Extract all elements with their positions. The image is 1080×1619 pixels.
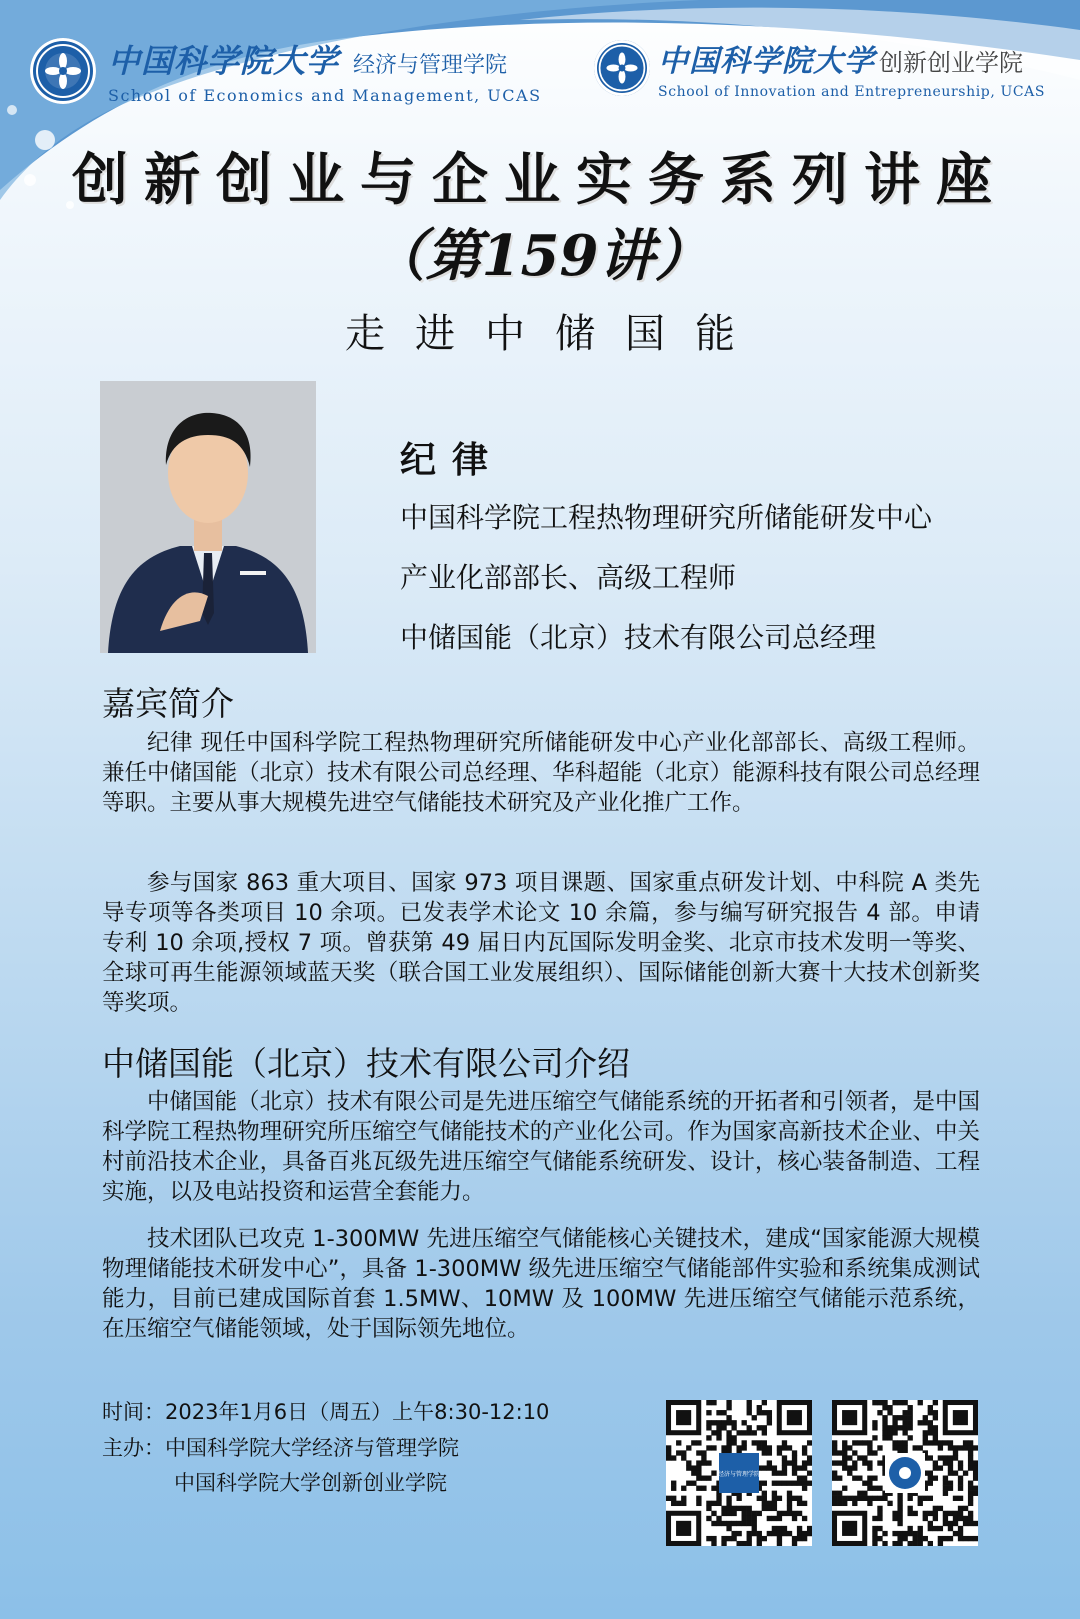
speaker-title-line: 中国科学院工程热物理研究所储能研发中心 xyxy=(400,501,933,534)
logo-right-sub: 创新创业学院 xyxy=(879,49,1023,77)
company-heading: 中储国能（北京）技术有限公司介绍 xyxy=(102,1044,630,1083)
speaker-name: 纪律 xyxy=(400,440,505,481)
event-time xyxy=(102,1396,549,1426)
lecture-topic: 走进中储国能 xyxy=(345,311,765,357)
speaker-title-line: 中储国能（北京）技术有限公司总经理 xyxy=(400,621,877,654)
event-host-label: 主办： xyxy=(102,1436,165,1460)
qr-code-right[interactable] xyxy=(832,1400,978,1546)
qr-code-icon xyxy=(666,1400,812,1546)
event-host-name: 中国科学院大学经济与管理学院 xyxy=(165,1436,459,1460)
bio-paragraph: 参与国家 863 重大项目、国家 973 项目课题、国家重点研发计划、中科院 A 类先导专项等各类项目 10 余项。已发表学术论文 10 余篇，参与编写研究报告 4 部。申请专利 10 余项,授权 7 项。曾获第 49 届日内瓦国际发明金奖、北京市技术发明一等奖、全球可再生能源领域蓝天奖（联合国工业发展组织）、国际储能创新大赛十大技术创新奖等奖项。 xyxy=(102,870,980,1016)
logo-innovation-entrepreneurship xyxy=(594,36,1045,100)
bio-heading: 嘉宾简介 xyxy=(102,684,234,723)
logo-economics-management xyxy=(30,36,542,105)
series-title: 创新创业与企业实务系列讲座 xyxy=(72,147,1008,213)
qr-center-label: 经济与管理学院 xyxy=(717,1471,761,1478)
logo-left-cn: 中国科学院大学 xyxy=(108,42,340,80)
company-paragraph: 中储国能（北京）技术有限公司是先进压缩空气储能系统的开拓者和引领者，是中国科学院工程热物理研究所压缩空气储能技术的产业化公司。作为国家高新技术企业、中关村前沿技术企业，具备百兆瓦级先进压缩空气储能系统研发、设计，核心装备制造、工程实施，以及电站投资和运营全套能力。 xyxy=(102,1089,980,1205)
speaker-photo xyxy=(100,381,316,653)
bio-paragraph: 纪律 现任中国科学院工程热物理研究所储能研发中心产业化部部长、高级工程师。兼任中储国能（北京）技术有限公司总经理、华科超能（北京）能源科技有限公司总经理等职。主要从事大规模先进空气储能技术研究及产业化推广工作。 xyxy=(102,730,980,816)
logo-right-cn: 中国科学院大学 xyxy=(658,44,875,79)
logo-left-en: School of Economics and Management, UCAS xyxy=(108,86,542,105)
speaker-title-line: 产业化部部长、高级工程师 xyxy=(400,561,737,594)
event-time-label: 时间： xyxy=(102,1400,165,1424)
event-time-value: 2023年1月6日（周五）上午8:30-12:10 xyxy=(165,1400,550,1424)
lecture-number: （第159讲） xyxy=(369,223,711,289)
logo-right-en: School of Innovation and Entrepreneurship, UCAS xyxy=(658,84,1046,100)
ucas-seal-icon xyxy=(30,38,96,104)
event-host xyxy=(102,1432,459,1462)
logo-left-sub: 经济与管理学院 xyxy=(353,53,508,78)
company-paragraph: 技术团队已攻克 1-300MW 先进压缩空气储能核心关键技术，建成“国家能源大规模物理储能技术研发中心”，具备 1-300MW 级先进压缩空气储能部件实验和系统集成测试能力，目前已建成国际首套 1.5MW、10MW 及 100MW 先进压缩空气储能示范系统，在压缩空气储能领域，处于国际领先地位。 xyxy=(102,1226,980,1342)
qr-code-icon xyxy=(832,1400,978,1546)
qr-code-left[interactable] xyxy=(666,1400,812,1546)
ucas-seal-icon xyxy=(594,40,650,96)
event-host-name: 中国科学院大学创新创业学院 xyxy=(174,1471,447,1495)
